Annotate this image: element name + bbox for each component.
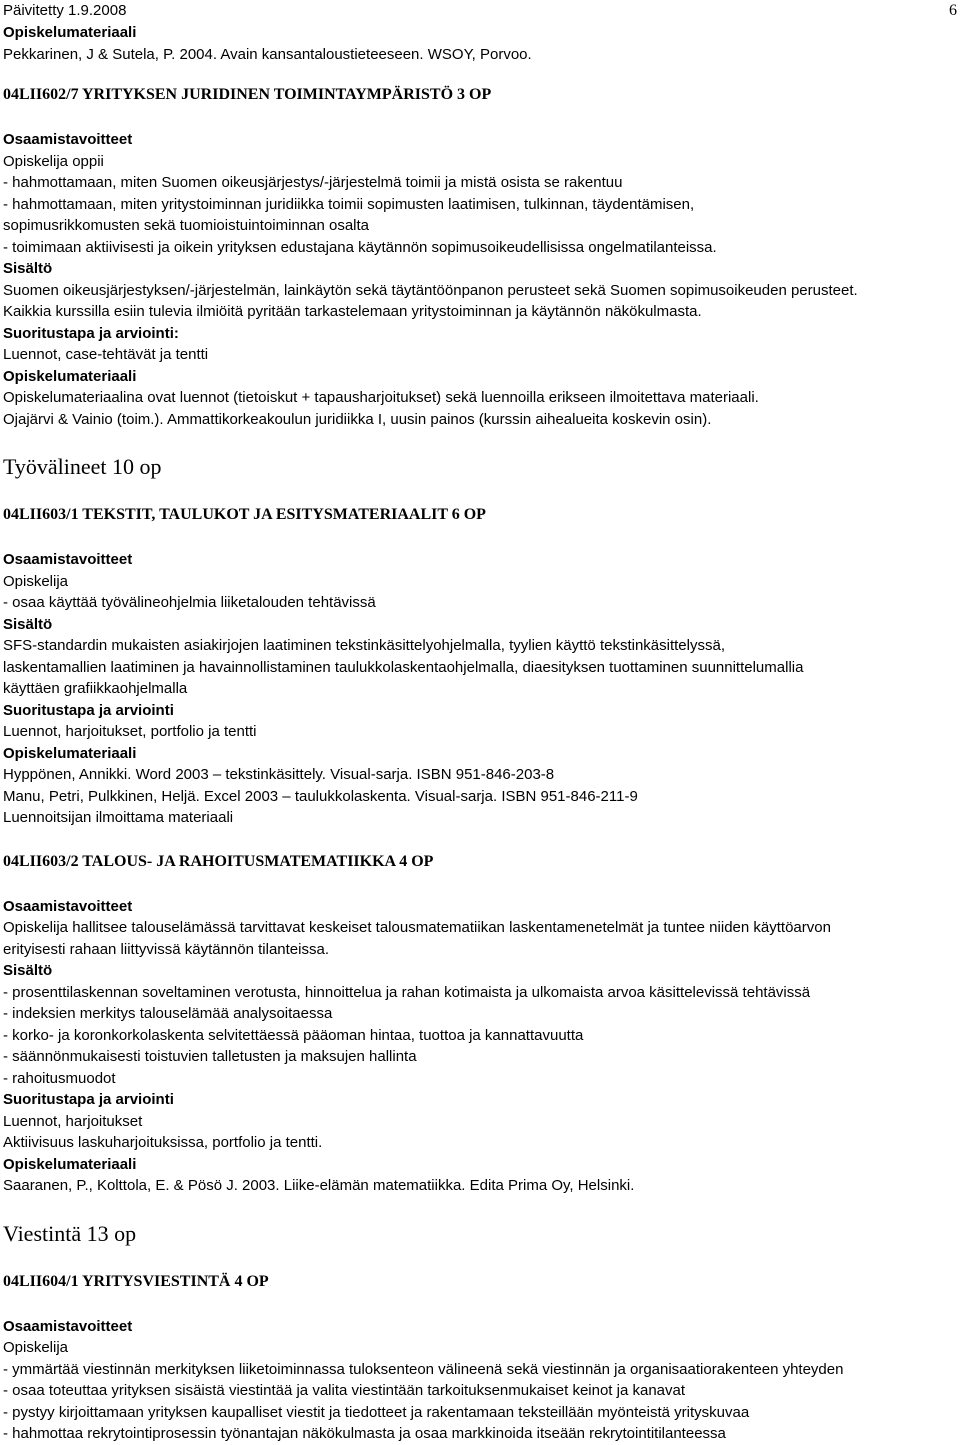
- material-item: Hyppönen, Annikki. Word 2003 – tekstinkäsittely. Visual-sarja. ISBN 951-846-203-8: [3, 766, 555, 783]
- page-header: [3, 0, 957, 66]
- content-item: - indeksien merkitys talouselämää analysoitaessa: [3, 1005, 333, 1022]
- assessment-text: Luennot, case-tehtävät ja tentti: [3, 346, 209, 363]
- content-item: - prosenttilaskennan soveltaminen verotusta, hinnoittelua ja rahan kotimaista ja ulkomaista arvoa käsittelevissä tehtävissä: [3, 983, 811, 1001]
- objectives-intro: Opiskelija oppii: [3, 152, 104, 170]
- content-item: - säännönmukaisesti toistuvien talletusten ja maksujen hallinta: [3, 1048, 417, 1065]
- objective-item: sopimusrikkomusten sekä tuomioistuintoiminnan osalta: [3, 217, 370, 234]
- objective-item: - pystyy kirjoittamaan yrityksen kaupalliset viestit ja tiedotteet ja rakentamaan teksteillään myönteistä yrityskuvaa: [3, 1403, 750, 1421]
- content-item: - rahoitusmuodot: [3, 1069, 116, 1087]
- content-item: laskentamallien laatiminen ja havainnollistaminen taulukkolaskentaohjelmalla, diaesityksen tuottaminen suunnittelumallia: [3, 658, 804, 676]
- updated-date: Päivitetty 1.9.2008: [3, 2, 127, 19]
- objectives-label: Osaamistavoitteet: [3, 551, 133, 568]
- objectives-label: Osaamistavoitteet: [3, 1317, 133, 1335]
- material-item: Ojajärvi & Vainio (toim.). Ammattikorkeakoulun juridiikka I, uusin painos (kurssin aihealueita koskevin osin).: [3, 410, 712, 428]
- section-title: Viestintä 13 op: [3, 1220, 137, 1246]
- material-item: Manu, Petri, Pulkkinen, Heljä. Excel 2003 – taulukkolaskenta. Visual-sarja. ISBN 951-846-211-9: [3, 787, 638, 805]
- section-title: Työvälineet 10 op: [3, 454, 162, 479]
- material-item: Opiskelumateriaalina ovat luennot (tietoiskut + tapausharjoitukset) sekä luennoilla erikseen ilmoitettava materiaali.: [3, 389, 759, 406]
- materials-label: Opiskelumateriaali: [3, 744, 137, 762]
- objective-item: - toimimaan aktiivisesti ja oikein yrityksen edustajana käytännön sopimusoikeudellisissa ongelmatilanteissa.: [3, 238, 717, 256]
- course-title: 04LII603/2 TALOUS- JA RAHOITUSMATEMATIIKKA 4 OP: [3, 852, 434, 870]
- content-item: - korko- ja koronkorkolaskenta selvitettäessä pääoman hintaa, tuottoa ja kannattavuutta: [3, 1026, 584, 1044]
- course-title: 04LII604/1 YRITYSVIESTINTÄ 4 OP: [3, 1272, 269, 1290]
- objectives-label: Osaamistavoitteet: [3, 897, 133, 915]
- page-number: 6: [949, 2, 957, 19]
- assessment-label: Suoritustapa ja arviointi:: [3, 324, 179, 342]
- content-item: Kaikkia kurssilla esiin tulevia ilmiöitä pyritään tarkastelemaan yritystoiminnan ja käytännön näkökulmasta.: [3, 303, 702, 320]
- content-item: SFS-standardin mukaisten asiakirjojen laatiminen tekstinkäsittelyohjelmalla, tyylien käyttö tekstinkäsittelyssä,: [3, 637, 725, 654]
- course-title: 04LII602/7 YRITYKSEN JURIDINEN TOIMINTAYMPÄRISTÖ 3 OP: [3, 86, 492, 103]
- objective-item: - hahmottamaan, miten Suomen oikeusjärjestys/-järjestelmä toimii ja mistä osista se rakentuu: [3, 174, 623, 191]
- objective-item: - osaa käyttää työvälineohjelmia liiketalouden tehtävissä: [3, 594, 376, 611]
- objectives-intro: Opiskelija: [3, 572, 69, 590]
- assessment-text: Luennot, harjoitukset: [3, 1112, 143, 1130]
- assessment-text: Luennot, harjoitukset, portfolio ja tentti: [3, 723, 257, 740]
- objectives-intro: Opiskelija: [3, 1339, 69, 1356]
- content-item: käyttäen grafiikkaohjelmalla: [3, 680, 188, 697]
- document-body: [3, 84, 957, 1445]
- material-item: Saaranen, P., Kolttola, E. & Pösö J. 2003. Liike-elämän matematiikka. Edita Prima Oy, Helsinki.: [3, 1177, 635, 1194]
- content-item: Suomen oikeusjärjestyksen/-järjestelmän, lainkäytön sekä täytäntöönpanon perusteet sekä Suomen sopimusoikeuden perusteet.: [3, 281, 858, 299]
- objective-item: - osaa toteuttaa yrityksen sisäistä viestintää ja valita viestintään tarkoituksenmukaiset keinot ja kanavat: [3, 1382, 686, 1399]
- content-label: Sisältö: [3, 260, 53, 277]
- objective-item: erityisesti rahaan liittyvissä käytännön tilanteissa.: [3, 940, 329, 958]
- assessment-label: Suoritustapa ja arviointi: [3, 1091, 174, 1108]
- material-item: Luennoitsijan ilmoittama materiaali: [3, 809, 234, 826]
- course-title: 04LII603/1 TEKSTIT, TAULUKOT JA ESITYSMATERIAALIT 6 OP: [3, 506, 486, 523]
- assessment-label: Suoritustapa ja arviointi: [3, 701, 174, 719]
- assessment-text: Aktiivisuus laskuharjoituksissa, portfolio ja tentti.: [3, 1134, 323, 1151]
- header-materials-label: Opiskelumateriaali: [3, 24, 137, 41]
- content-label: Sisältö: [3, 615, 53, 633]
- materials-label: Opiskelumateriaali: [3, 1155, 137, 1173]
- objective-item: - ymmärtää viestinnän merkityksen liiketoiminnassa tuloksenteon välineenä sekä viestinnän ja organisaatiorakenteen yhteyden: [3, 1360, 844, 1378]
- objectives-label: Osaamistavoitteet: [3, 131, 133, 148]
- header-reference: Pekkarinen, J & Sutela, P. 2004. Avain kansantaloustieteeseen. WSOY, Porvoo.: [3, 46, 532, 63]
- materials-label: Opiskelumateriaali: [3, 367, 137, 385]
- objective-item: Opiskelija hallitsee talouselämässä tarvittavat keskeiset talousmatematiikan laskentamenetelmät ja tuntee niiden käyttöarvon: [3, 919, 831, 936]
- objective-item: - hahmottamaan, miten yritystoiminnan juridiikka toimii sopimusten laatimisen, tulkinnan, täydentämisen,: [3, 195, 695, 213]
- objective-item: - hahmottaa rekrytointiprosessin työnantajan näkökulmasta ja osaa markkinoida itseään rekrytointitilanteessa: [3, 1425, 726, 1442]
- content-label: Sisältö: [3, 962, 53, 979]
